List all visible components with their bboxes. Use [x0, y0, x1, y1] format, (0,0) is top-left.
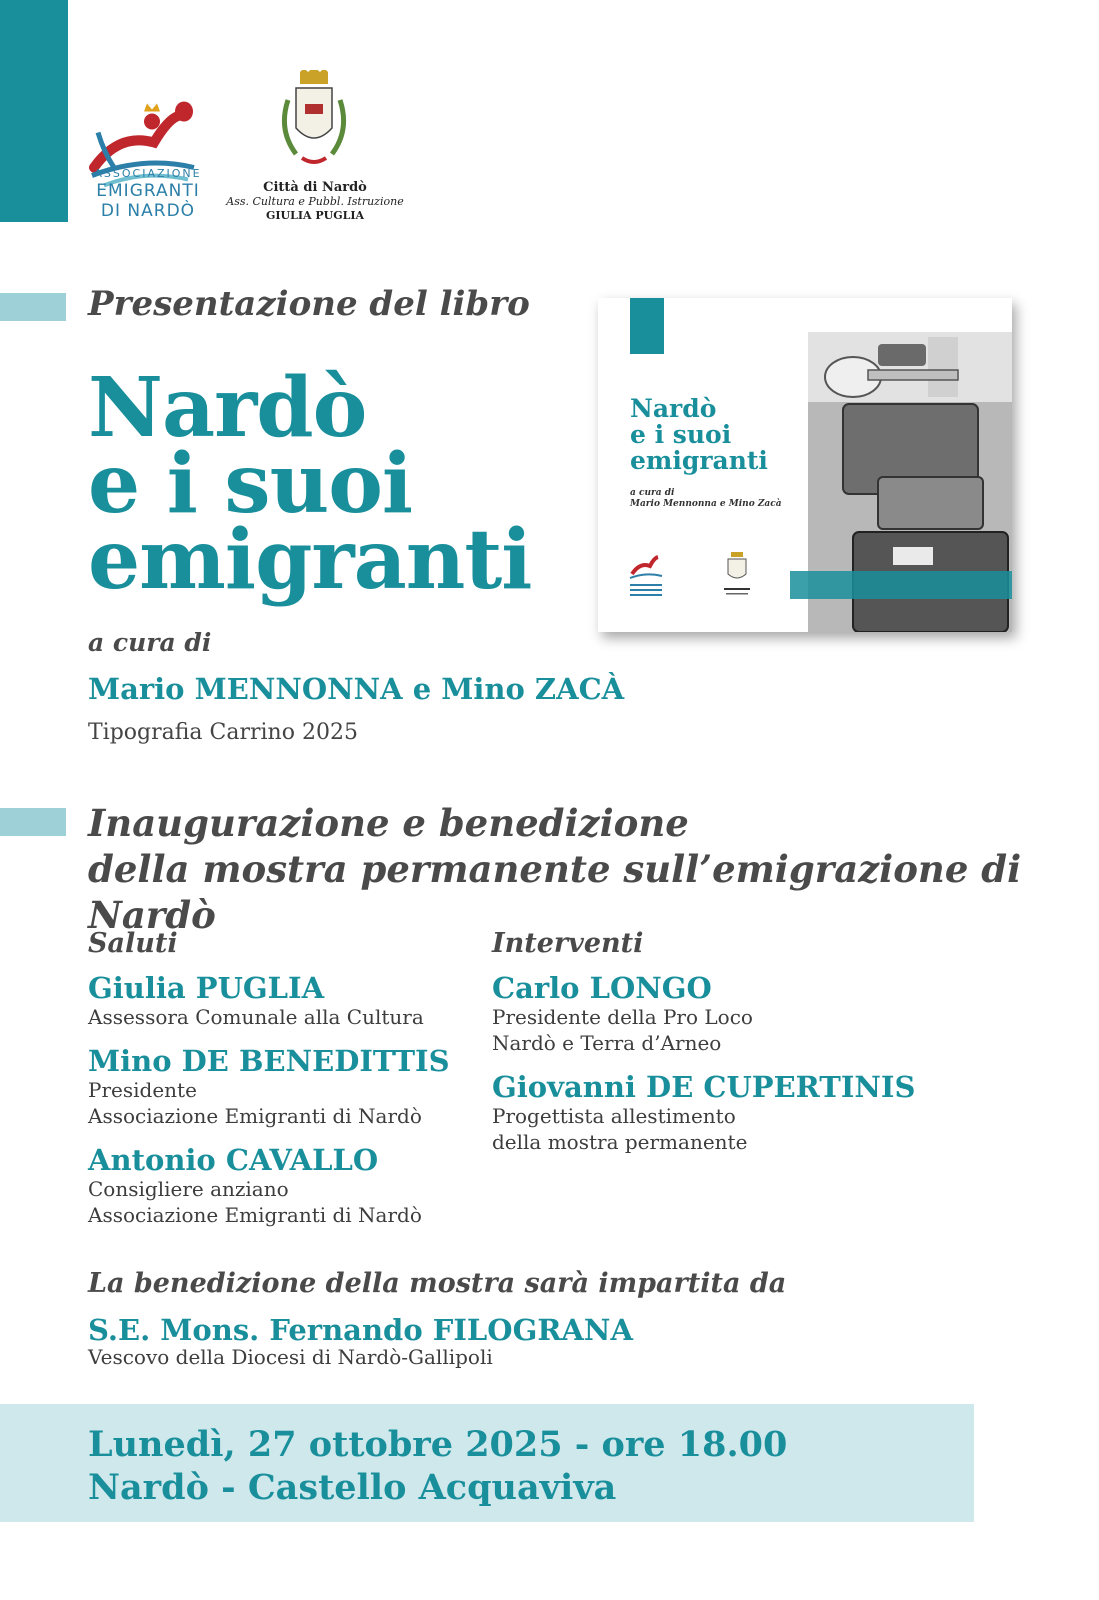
association-logo-line2: EMIGRANTI — [96, 181, 200, 201]
city-assessor: GIULIA PUGLIA — [265, 209, 365, 222]
speaker-role: Progettista allestimento — [492, 1104, 736, 1128]
association-logo-line1: ASSOCIAZIONE — [94, 167, 202, 180]
inauguration-line: Inaugurazione e benedizione — [88, 801, 689, 845]
speaker-role: Consigliere anziano — [88, 1177, 289, 1201]
speaker-name: Mino DE BENEDITTIS — [88, 1044, 450, 1078]
event-place: Nardò - Castello Acquaviva — [88, 1467, 617, 1508]
cover-title — [630, 396, 810, 474]
publisher: Tipografia Carrino 2025 — [88, 720, 358, 745]
speaker-role: della mostra permanente — [492, 1130, 748, 1154]
section-accent-bar — [0, 808, 66, 836]
association-logo-line3: DI NARDÒ — [100, 201, 196, 221]
city-department: Ass. Cultura e Pubbl. Istruzione — [226, 195, 404, 208]
book-title-line: emigranti — [88, 512, 532, 608]
cover-accent-bar — [630, 298, 664, 354]
book-title — [88, 360, 588, 608]
speaker-name: Antonio CAVALLO — [88, 1143, 379, 1177]
interventi-heading: Interventi — [492, 928, 644, 959]
speaker-block — [88, 1045, 450, 1129]
speaker-block — [88, 972, 424, 1030]
speaker-name: Giovanni DE CUPERTINIS — [492, 1070, 916, 1104]
city-name: Città di Nardò — [263, 180, 367, 195]
speaker-block — [88, 1144, 422, 1228]
speaker-name: Giulia PUGLIA — [88, 971, 325, 1005]
blessing-label: La benedizione della mostra sarà impartita da — [88, 1268, 787, 1299]
cover-title-line: Nardò — [630, 394, 717, 423]
speaker-block — [492, 972, 753, 1056]
speaker-role: Nardò e Terra d’Arneo — [492, 1031, 722, 1055]
speaker-name: Carlo LONGO — [492, 971, 712, 1005]
cover-title-line: emigranti — [630, 446, 768, 475]
cover-curatori-names: Mario Mennonna e Mino Zacà — [630, 499, 782, 509]
cover-association-logo — [626, 550, 666, 602]
event-date: Lunedì, 27 ottobre 2025 - ore 18.00 — [88, 1424, 788, 1465]
cover-teal-band — [790, 571, 1012, 599]
cover-title-line: e i suoi — [630, 420, 732, 449]
bishop-name: S.E. Mons. Fernando FILOGRANA — [88, 1313, 633, 1347]
speaker-role: Presidente — [88, 1078, 197, 1102]
speaker-role: Presidente della Pro Loco — [492, 1005, 753, 1029]
speaker-block — [492, 1071, 915, 1155]
speaker-role: Associazione Emigranti di Nardò — [88, 1203, 422, 1227]
speaker-role: Associazione Emigranti di Nardò — [88, 1104, 422, 1128]
cover-curatori-label: a cura di — [630, 488, 675, 498]
inauguration-heading — [88, 800, 1099, 938]
top-accent-bar — [0, 0, 68, 222]
city-crest-icon — [278, 70, 350, 180]
cover-city-crest — [720, 550, 754, 602]
book-title-line: Nardò — [88, 360, 367, 456]
curatori-names: Mario MENNONNA e Mino ZACÀ — [88, 672, 625, 706]
curatori-label: a cura di — [88, 628, 212, 657]
book-cover — [598, 298, 1012, 632]
bishop-role: Vescovo della Diocesi di Nardò-Gallipoli — [88, 1345, 493, 1369]
cover-curatori — [630, 488, 782, 510]
inauguration-line: della mostra permanente sull’emigrazione di Nardò — [88, 847, 1022, 937]
section-accent-bar — [0, 293, 66, 321]
saluti-heading: Saluti — [88, 928, 178, 959]
presentation-label: Presentazione del libro — [88, 284, 530, 324]
book-title-line: e i suoi — [88, 436, 413, 532]
speaker-role: Assessora Comunale alla Cultura — [88, 1005, 424, 1029]
